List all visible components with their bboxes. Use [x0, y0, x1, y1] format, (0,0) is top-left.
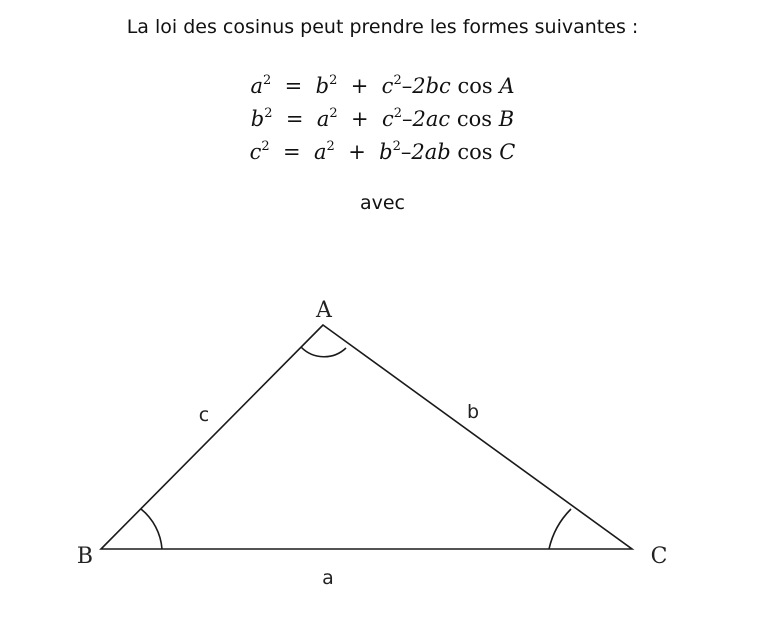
angle-arc-c: [549, 509, 571, 549]
side-label-b: b: [466, 401, 480, 423]
exponent: 2: [393, 106, 403, 121]
formula-angle: B: [498, 107, 515, 131]
exponent: 2: [326, 139, 335, 154]
formula-a: $a^2 = b^2 + c^2-2bc$ cos A: [250, 73, 515, 98]
triangle-outline: [101, 325, 632, 549]
formula-term: a: [316, 107, 330, 131]
formula-lhs: b: [250, 107, 265, 131]
cos-function: cos: [457, 74, 493, 98]
vertex-label-c: C: [650, 544, 668, 569]
formula-angle: C: [499, 140, 516, 164]
exponent: 2: [329, 73, 338, 88]
formula-coefficient: 2ac: [412, 107, 451, 131]
formula-term: c: [382, 107, 394, 131]
formula-term: b: [379, 140, 393, 164]
intro-text: La loi des cosinus peut prendre les formes suivantes :: [126, 16, 639, 38]
formula-term: b: [315, 74, 330, 98]
exponent: 2: [261, 139, 270, 154]
exponent: 2: [263, 73, 272, 88]
vertex-label-b: B: [76, 544, 94, 569]
exponent: 2: [329, 106, 338, 121]
formula-coefficient: 2ab: [411, 140, 451, 164]
formula-b: $b^2 = a^2 + c^2-2ac$ cos B: [250, 106, 515, 131]
cos-function: cos: [456, 107, 493, 131]
formula-coefficient: 2bc: [412, 74, 451, 98]
formula-term: c: [381, 74, 394, 98]
connector-text: avec: [359, 192, 406, 214]
exponent: 2: [264, 106, 273, 121]
side-label-c: c: [198, 404, 210, 426]
angle-arc-a: [301, 347, 346, 357]
formula-lhs: c: [249, 140, 262, 164]
cos-function: cos: [457, 140, 493, 164]
formula-term: a: [314, 140, 327, 164]
vertex-label-a: A: [316, 298, 332, 323]
exponent: 2: [392, 139, 401, 154]
exponent: 2: [393, 73, 402, 88]
angle-arc-b: [141, 509, 162, 549]
formula-angle: A: [499, 74, 515, 98]
formula-lhs: a: [250, 74, 263, 98]
formula-c: $c^2 = a^2 + b^2-2ab$ cos C: [249, 139, 516, 164]
side-label-a: a: [322, 567, 334, 589]
